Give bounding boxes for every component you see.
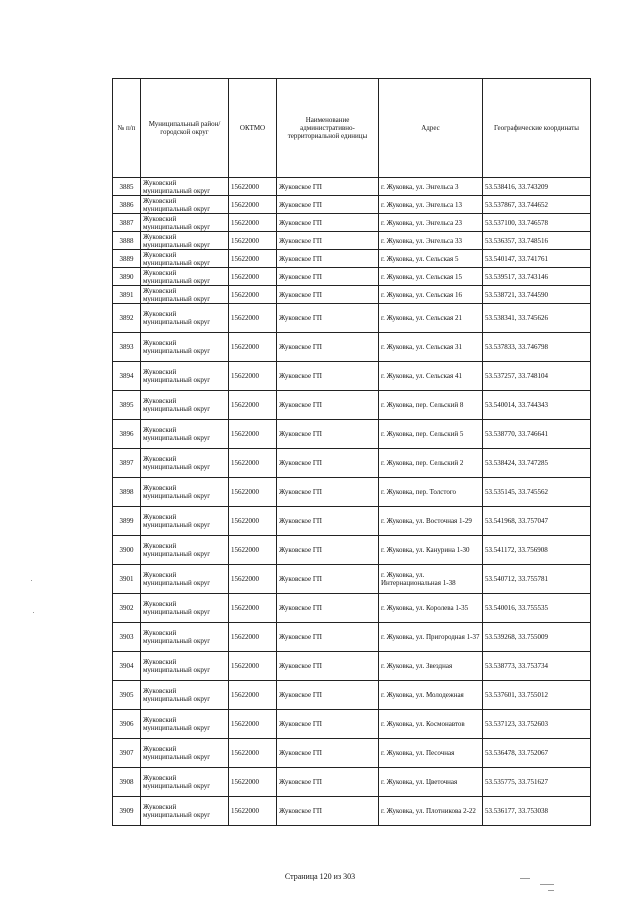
cell-address: г. Жуковка, ул. Энгельса 3 [379,178,483,196]
table-row [113,304,591,333]
cell-oktmo: 15622000 [229,681,277,710]
cell-admin-unit: Жуковское ГП [277,710,379,739]
cell-district: Жуковский муниципальный округ [141,652,229,681]
table-row [113,449,591,478]
cell-admin-unit: Жуковское ГП [277,565,379,594]
table-row [113,797,591,826]
cell-admin-unit: Жуковское ГП [277,333,379,362]
cell-coordinates: 53.537123, 33.752603 [483,710,591,739]
cell-number: 3886 [113,196,141,214]
cell-district: Жуковский муниципальный округ [141,196,229,214]
cell-coordinates: 53.537833, 33.746798 [483,333,591,362]
cell-admin-unit: Жуковское ГП [277,178,379,196]
cell-admin-unit: Жуковское ГП [277,797,379,826]
table-row [113,768,591,797]
cell-address: г. Жуковка, пер. Сельский 5 [379,420,483,449]
cell-admin-unit: Жуковское ГП [277,507,379,536]
table-row [113,681,591,710]
cell-coordinates: 53.540014, 33.744343 [483,391,591,420]
cell-coordinates: 53.535145, 33.745562 [483,478,591,507]
cell-oktmo: 15622000 [229,565,277,594]
table-row [113,391,591,420]
cell-number: 3888 [113,232,141,250]
table-row [113,286,591,304]
cell-district: Жуковский муниципальный округ [141,768,229,797]
cell-coordinates: 53.540016, 33.755535 [483,594,591,623]
cell-number: 3891 [113,286,141,304]
table-row [113,196,591,214]
cell-address: г. Жуковка, ул. Энгельса 23 [379,214,483,232]
cell-district: Жуковский муниципальный округ [141,710,229,739]
cell-number: 3901 [113,565,141,594]
cell-district: Жуковский муниципальный округ [141,623,229,652]
cell-address: г. Жуковка, ул. Энгельса 33 [379,232,483,250]
cell-address: г. Жуковка, ул. Интернациональная 1-38 [379,565,483,594]
cell-oktmo: 15622000 [229,507,277,536]
header-coordinates: Географические координаты [483,79,591,178]
cell-oktmo: 15622000 [229,391,277,420]
cell-district: Жуковский муниципальный округ [141,333,229,362]
cell-admin-unit: Жуковское ГП [277,652,379,681]
cell-number: 3885 [113,178,141,196]
cell-number: 3893 [113,333,141,362]
table-row [113,623,591,652]
cell-coordinates: 53.541172, 33.756908 [483,536,591,565]
table-header-row [113,79,591,178]
header-oktmo: ОКТМО [229,79,277,178]
cell-oktmo: 15622000 [229,768,277,797]
cell-admin-unit: Жуковское ГП [277,478,379,507]
cell-coordinates: 53.540147, 33.741761 [483,250,591,268]
cell-district: Жуковский муниципальный округ [141,420,229,449]
cell-oktmo: 15622000 [229,196,277,214]
cell-address: г. Жуковка, пер. Толстого [379,478,483,507]
cell-address: г. Жуковка, ул. Сельская 21 [379,304,483,333]
cell-coordinates: 53.538424, 33.747285 [483,449,591,478]
cell-address: г. Жуковка, ул. Молодежная [379,681,483,710]
cell-admin-unit: Жуковское ГП [277,623,379,652]
table-row [113,268,591,286]
cell-coordinates: 53.538341, 33.745626 [483,304,591,333]
cell-admin-unit: Жуковское ГП [277,768,379,797]
scan-speck [520,878,530,879]
cell-address: г. Жуковка, ул. Восточная 1-29 [379,507,483,536]
cell-number: 3894 [113,362,141,391]
cell-number: 3906 [113,710,141,739]
cell-oktmo: 15622000 [229,739,277,768]
cell-coordinates: 53.538770, 33.746641 [483,420,591,449]
scan-speck [31,580,32,581]
cell-number: 3889 [113,250,141,268]
cell-oktmo: 15622000 [229,178,277,196]
cell-number: 3904 [113,652,141,681]
cell-oktmo: 15622000 [229,250,277,268]
cell-district: Жуковский муниципальный округ [141,250,229,268]
cell-district: Жуковский муниципальный округ [141,362,229,391]
cell-district: Жуковский муниципальный округ [141,449,229,478]
cell-number: 3908 [113,768,141,797]
cell-address: г. Жуковка, ул. Сельская 15 [379,268,483,286]
cell-address: г. Жуковка, ул. Канурина 1-30 [379,536,483,565]
cell-address: г. Жуковка, ул. Цветочная [379,768,483,797]
cell-coordinates: 53.537257, 33.748104 [483,362,591,391]
table-row [113,478,591,507]
cell-admin-unit: Жуковское ГП [277,196,379,214]
cell-oktmo: 15622000 [229,797,277,826]
table-row [113,652,591,681]
cell-district: Жуковский муниципальный округ [141,478,229,507]
cell-address: г. Жуковка, ул. Космонавтов [379,710,483,739]
cell-oktmo: 15622000 [229,286,277,304]
cell-district: Жуковский муниципальный округ [141,178,229,196]
cell-admin-unit: Жуковское ГП [277,594,379,623]
cell-district: Жуковский муниципальный округ [141,565,229,594]
cell-number: 3892 [113,304,141,333]
cell-admin-unit: Жуковское ГП [277,362,379,391]
table-row [113,739,591,768]
cell-oktmo: 15622000 [229,420,277,449]
cell-coordinates: 53.536177, 33.753038 [483,797,591,826]
table-row [113,214,591,232]
cell-number: 3896 [113,420,141,449]
cell-oktmo: 15622000 [229,304,277,333]
cell-coordinates: 53.536357, 33.748516 [483,232,591,250]
cell-address: г. Жуковка, ул. Сельская 16 [379,286,483,304]
cell-address: г. Жуковка, ул. Сельская 41 [379,362,483,391]
scan-speck [540,884,554,885]
cell-coordinates: 53.535775, 33.751627 [483,768,591,797]
cell-admin-unit: Жуковское ГП [277,286,379,304]
cell-oktmo: 15622000 [229,594,277,623]
table-body [113,178,591,826]
cell-admin-unit: Жуковское ГП [277,536,379,565]
table-row [113,710,591,739]
cell-address: г. Жуковка, ул. Энгельса 13 [379,196,483,214]
cell-address: г. Жуковка, ул. Песочная [379,739,483,768]
cell-address: г. Жуковка, пер. Сельский 8 [379,391,483,420]
cell-address: г. Жуковка, пер. Сельский 2 [379,449,483,478]
table-row [113,178,591,196]
cell-coordinates: 53.538416, 33.743209 [483,178,591,196]
cell-district: Жуковский муниципальный округ [141,268,229,286]
cell-address: г. Жуковка, ул. Пригородная 1-37 [379,623,483,652]
cell-district: Жуковский муниципальный округ [141,391,229,420]
cell-coordinates: 53.536478, 33.752067 [483,739,591,768]
cell-district: Жуковский муниципальный округ [141,304,229,333]
cell-district: Жуковский муниципальный округ [141,536,229,565]
cell-address: г. Жуковка, ул. Плотникова 2-22 [379,797,483,826]
cell-district: Жуковский муниципальный округ [141,214,229,232]
cell-number: 3897 [113,449,141,478]
cell-number: 3900 [113,536,141,565]
cell-coordinates: 53.540712, 33.755781 [483,565,591,594]
cell-oktmo: 15622000 [229,536,277,565]
cell-district: Жуковский муниципальный округ [141,739,229,768]
cell-oktmo: 15622000 [229,449,277,478]
cell-number: 3903 [113,623,141,652]
cell-oktmo: 15622000 [229,623,277,652]
table-row [113,536,591,565]
table-row [113,362,591,391]
cell-address: г. Жуковка, ул. Звездная [379,652,483,681]
table-row [113,232,591,250]
cell-oktmo: 15622000 [229,214,277,232]
cell-admin-unit: Жуковское ГП [277,214,379,232]
cell-coordinates: 53.538721, 33.744590 [483,286,591,304]
cell-number: 3890 [113,268,141,286]
cell-number: 3887 [113,214,141,232]
cell-district: Жуковский муниципальный округ [141,594,229,623]
table-row [113,250,591,268]
cell-oktmo: 15622000 [229,710,277,739]
data-table [112,78,591,826]
cell-coordinates: 53.537601, 33.755012 [483,681,591,710]
cell-admin-unit: Жуковское ГП [277,681,379,710]
cell-coordinates: 53.537100, 33.746578 [483,214,591,232]
cell-admin-unit: Жуковское ГП [277,250,379,268]
cell-admin-unit: Жуковское ГП [277,304,379,333]
cell-oktmo: 15622000 [229,652,277,681]
cell-admin-unit: Жуковское ГП [277,449,379,478]
cell-number: 3902 [113,594,141,623]
cell-oktmo: 15622000 [229,232,277,250]
scan-speck [548,890,554,891]
cell-coordinates: 53.539268, 33.755009 [483,623,591,652]
cell-coordinates: 53.537867, 33.744652 [483,196,591,214]
cell-oktmo: 15622000 [229,478,277,507]
table-row [113,594,591,623]
header-number: № п/п [113,79,141,178]
cell-admin-unit: Жуковское ГП [277,420,379,449]
cell-district: Жуковский муниципальный округ [141,232,229,250]
cell-address: г. Жуковка, ул. Сельская 31 [379,333,483,362]
cell-address: г. Жуковка, ул. Королева 1-35 [379,594,483,623]
cell-number: 3895 [113,391,141,420]
cell-number: 3899 [113,507,141,536]
cell-oktmo: 15622000 [229,333,277,362]
header-district: Муниципальный район/городской округ [141,79,229,178]
cell-number: 3905 [113,681,141,710]
table-row [113,507,591,536]
table-row [113,565,591,594]
cell-coordinates: 53.539517, 33.743146 [483,268,591,286]
cell-coordinates: 53.538773, 33.753734 [483,652,591,681]
cell-number: 3898 [113,478,141,507]
header-admin-unit: Наименование административно-территориальной единицы [277,79,379,178]
cell-address: г. Жуковка, ул. Сельская 5 [379,250,483,268]
page-number: Страница 120 из 303 [284,872,356,881]
cell-oktmo: 15622000 [229,268,277,286]
table-row [113,333,591,362]
cell-district: Жуковский муниципальный округ [141,797,229,826]
cell-district: Жуковский муниципальный округ [141,681,229,710]
cell-admin-unit: Жуковское ГП [277,739,379,768]
header-address: Адрес [379,79,483,178]
cell-admin-unit: Жуковское ГП [277,232,379,250]
cell-number: 3907 [113,739,141,768]
scan-speck [33,612,34,613]
cell-coordinates: 53.541968, 33.757047 [483,507,591,536]
table-row [113,420,591,449]
cell-admin-unit: Жуковское ГП [277,268,379,286]
cell-oktmo: 15622000 [229,362,277,391]
cell-admin-unit: Жуковское ГП [277,391,379,420]
cell-number: 3909 [113,797,141,826]
cell-district: Жуковский муниципальный округ [141,286,229,304]
cell-district: Жуковский муниципальный округ [141,507,229,536]
